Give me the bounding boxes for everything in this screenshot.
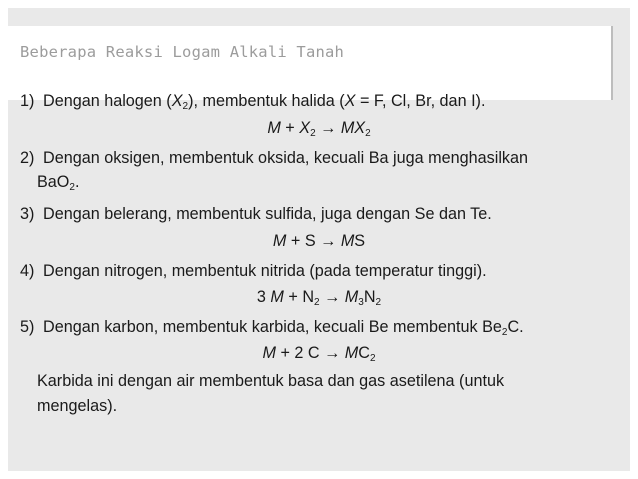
eq-part: →: [315, 119, 341, 137]
eq-part: X: [299, 119, 311, 137]
item-2: [20, 148, 528, 168]
subscript: 2: [501, 327, 508, 338]
item-text: Karbida ini dengan air membentuk basa dan gas asetilena (untuk: [37, 372, 505, 390]
eq-part: M: [344, 288, 359, 306]
item-number: 2): [20, 149, 35, 167]
item-number: 3): [20, 205, 35, 223]
eq-part: +: [280, 119, 300, 137]
item-number: 4): [20, 262, 35, 280]
item-1: [20, 91, 485, 111]
subscript: 2: [369, 353, 376, 364]
item-number: 1): [20, 92, 35, 110]
item-5-note-cont: [37, 396, 117, 416]
eq-part: + S →: [286, 232, 341, 250]
equation-4: [0, 287, 638, 307]
eq-part: + N: [283, 288, 315, 306]
item-3: [20, 204, 492, 224]
item-text: = F, Cl, Br, dan I).: [355, 92, 486, 110]
item-text: Dengan belerang, membentuk sulfida, juga dengan Se dan Te.: [43, 205, 492, 223]
item-text: ), membentuk halida (: [188, 92, 345, 110]
subscript: 3: [358, 297, 364, 308]
item-text: Dengan oksigen, membentuk oksida, kecuali Ba juga menghasilkan: [43, 149, 529, 167]
eq-part: M: [344, 344, 359, 362]
item-number: 5): [20, 318, 35, 336]
eq-part: M: [270, 288, 284, 306]
subscript: 2: [69, 182, 75, 193]
item-text: .: [74, 173, 80, 191]
eq-part: C: [358, 344, 370, 362]
item-text: X: [171, 92, 183, 110]
subscript: 2: [182, 101, 189, 112]
subscript: 2: [365, 128, 371, 139]
item-text: BaO: [37, 173, 70, 191]
eq-part: →: [319, 288, 345, 306]
equation-3: [0, 231, 638, 251]
eq-part: M: [267, 119, 281, 137]
equation-1: [0, 118, 638, 138]
eq-part: + 2 C →: [275, 344, 345, 362]
subscript: 2: [310, 128, 316, 139]
eq-part: S: [354, 232, 366, 250]
eq-part: N: [363, 288, 376, 306]
item-text: C.: [507, 318, 524, 336]
item-2-cont: [37, 172, 79, 192]
eq-part: MX: [340, 119, 366, 137]
slide-title: Beberapa Reaksi Logam Alkali Tanah: [20, 43, 345, 61]
item-text: Dengan karbon, membentuk karbida, kecuali Be membentuk Be: [43, 318, 502, 336]
item-text: Dengan halogen (: [43, 92, 172, 110]
item-4: [20, 261, 487, 281]
item-5-note: [37, 371, 504, 391]
subscript: 2: [375, 297, 382, 308]
eq-part: M: [272, 232, 287, 250]
item-5: [20, 317, 524, 337]
subscript: 2: [314, 297, 320, 308]
eq-part: M: [340, 232, 355, 250]
item-text: Dengan nitrogen, membentuk nitrida (pada temperatur tinggi).: [43, 262, 487, 280]
item-text: mengelas).: [37, 397, 118, 415]
equation-5: [0, 343, 638, 363]
eq-part: 3: [256, 288, 271, 306]
item-text: X: [344, 92, 356, 110]
eq-part: M: [262, 344, 276, 362]
